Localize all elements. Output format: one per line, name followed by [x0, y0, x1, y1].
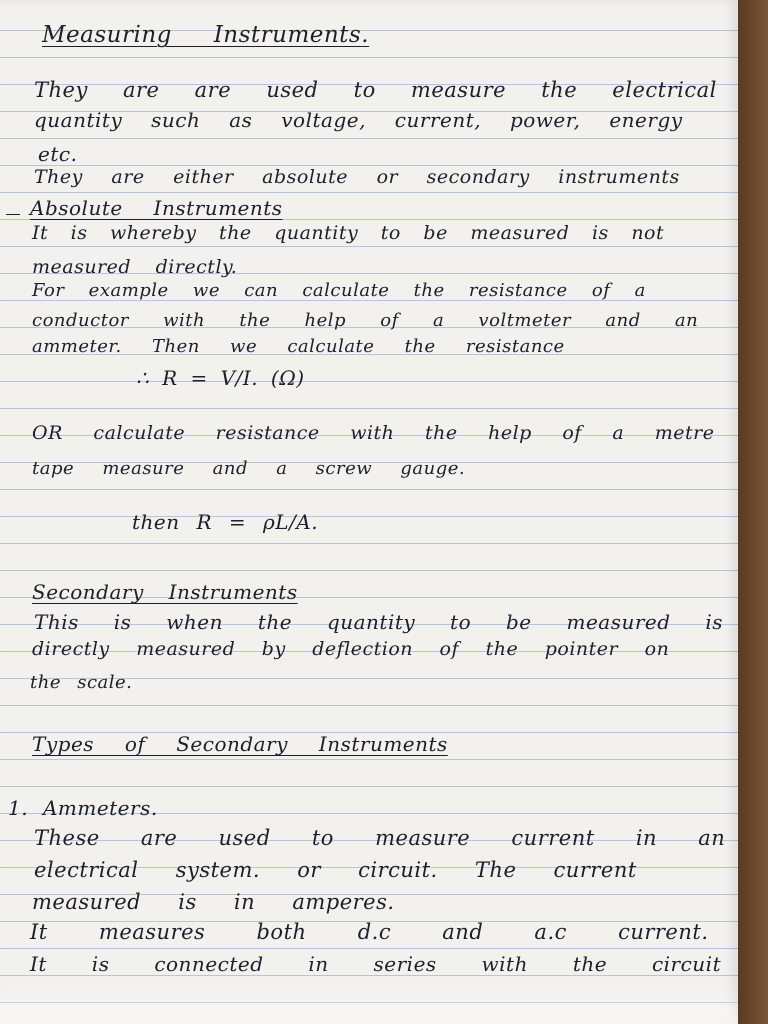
text-line: They are are used to measure the electrical — [34, 78, 717, 102]
text-line: This is when the quantity to be measured is — [34, 610, 724, 634]
text-line: It is connected in series with the circuit — [30, 952, 722, 976]
formula-ohms-law: ∴ R = V/I. (Ω) — [136, 366, 305, 390]
text-line: measured directly. — [32, 256, 238, 278]
text-line: OR calculate resistance with the help of a metre — [32, 422, 715, 444]
text-line: measured is in amperes. — [32, 890, 395, 914]
paper-fold — [0, 985, 738, 1024]
text-line: the scale. — [30, 672, 133, 693]
text-line: It measures both d.c and a.c current. — [30, 920, 709, 944]
text-line: ammeter. Then we calculate the resistance — [32, 336, 565, 357]
text-line: directly measured by deflection of the pointer on — [32, 638, 670, 660]
section-heading-types: Types of Secondary Instruments — [32, 732, 448, 756]
text-line: etc. — [38, 142, 78, 166]
bullet-dash — [6, 214, 20, 215]
section-heading-absolute: Absolute Instruments — [30, 196, 283, 220]
list-item-ammeters: 1. Ammeters. — [8, 796, 158, 820]
section-heading-secondary: Secondary Instruments — [32, 580, 298, 604]
text-line: tape measure and a screw gauge. — [32, 458, 466, 479]
formula-resistivity: then R = ρL/A. — [132, 510, 319, 534]
text-line: conductor with the help of a voltmeter and an — [32, 310, 699, 331]
text-line: It is whereby the quantity to be measured is not — [32, 222, 665, 244]
page-title: Measuring Instruments. — [42, 22, 370, 48]
text-line: They are either absolute or secondary instruments — [34, 166, 680, 188]
text-line: electrical system. or circuit. The current — [34, 858, 637, 882]
text-line: For example we can calculate the resistance of a — [32, 280, 646, 301]
text-line: These are used to measure current in an — [34, 826, 726, 850]
desk-edge — [738, 0, 768, 1024]
text-line: quantity such as voltage, current, power, energy — [34, 108, 683, 132]
